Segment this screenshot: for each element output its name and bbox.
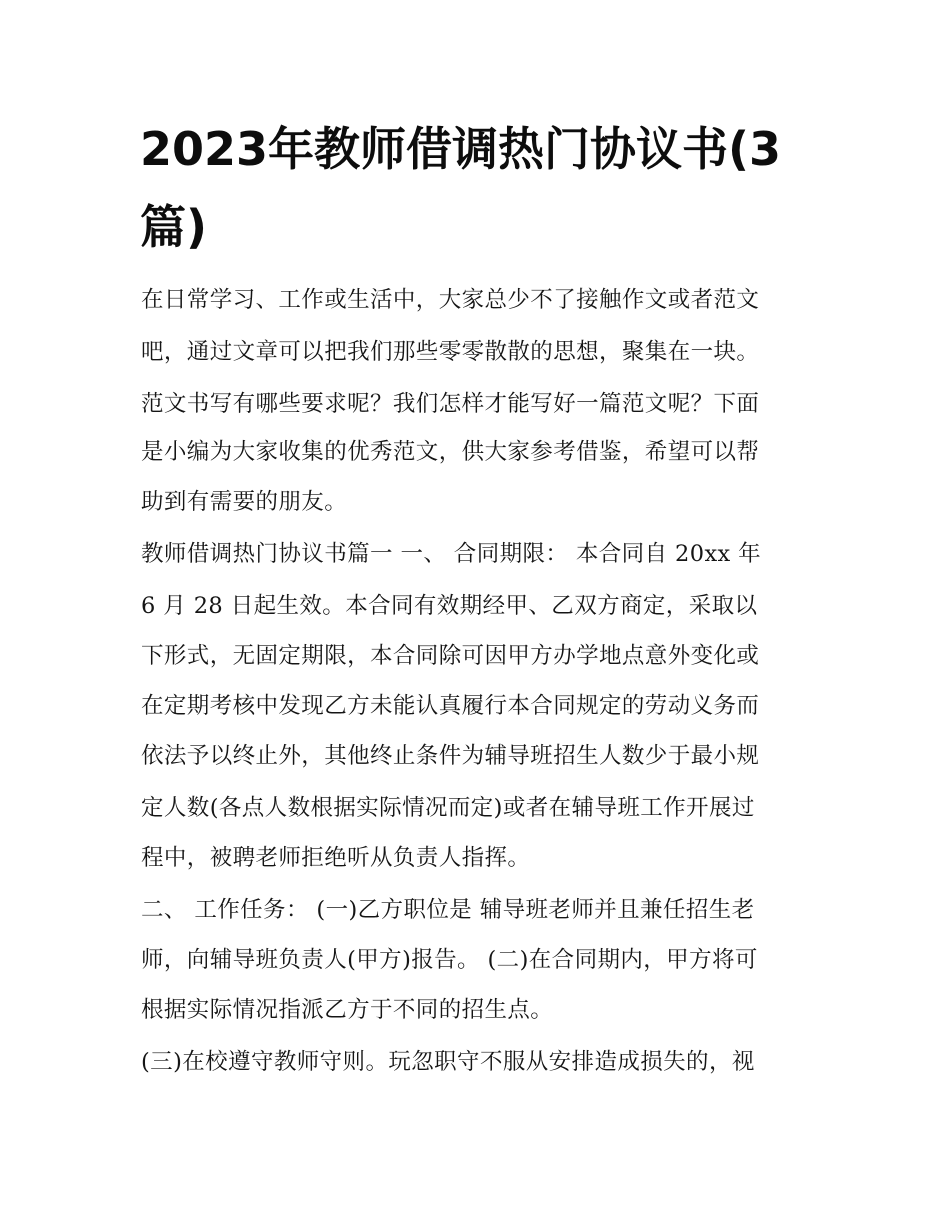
body-line-11: 定人数(各点人数根据实际情况而定)或者在辅导班工作开展过 [141, 795, 755, 821]
body-line-15: 根据实际情况指派乙方于不同的招生点。 [141, 997, 554, 1023]
body-line-8: 下形式，无固定期限，本合同除可因甲方办学地点意外变化或 [141, 643, 760, 669]
body-line-5: 助到有需要的朋友。 [141, 489, 348, 515]
body-line-10: 依法予以终止外，其他终止条件为辅导班招生人数少于最小规 [141, 743, 760, 769]
body-line-2: 吧，通过文章可以把我们那些零零散散的思想，聚集在一块。 [141, 339, 760, 365]
body-line-16: (三)在校遵守教师守则。玩忽职守不服从安排造成损失的，视 [141, 1049, 755, 1075]
body-line-1: 在日常学习、工作或生活中，大家总少不了接触作文或者范文 [141, 287, 760, 313]
body-line-9: 在定期考核中发现乙方未能认真履行本合同规定的劳动义务而 [141, 693, 760, 719]
body-line-12: 程中，被聘老师拒绝听从负责人指挥。 [141, 845, 531, 871]
document-title-line-2: 篇) [140, 200, 208, 254]
document-title-line-1: 2023年教师借调热门协议书(3 [140, 122, 782, 176]
body-line-14: 师，向辅导班负责人(甲方)报告。 (二)在合同期内，甲方将可 [141, 947, 758, 973]
body-line-7: 6 月 28 日起生效。本合同有效期经甲、乙双方商定，采取以 [141, 593, 758, 619]
body-line-6: 教师借调热门协议书篇一 一、 合同期限： 本合同自 20xx 年 [141, 541, 762, 567]
body-line-3: 范文书写有哪些要求呢？我们怎样才能写好一篇范文呢？下面 [141, 391, 760, 417]
body-line-4: 是小编为大家收集的优秀范文，供大家参考借鉴，希望可以帮 [141, 439, 760, 465]
body-line-13: 二、 工作任务： (一)乙方职位是 辅导班老师并且兼任招生老 [141, 897, 755, 923]
